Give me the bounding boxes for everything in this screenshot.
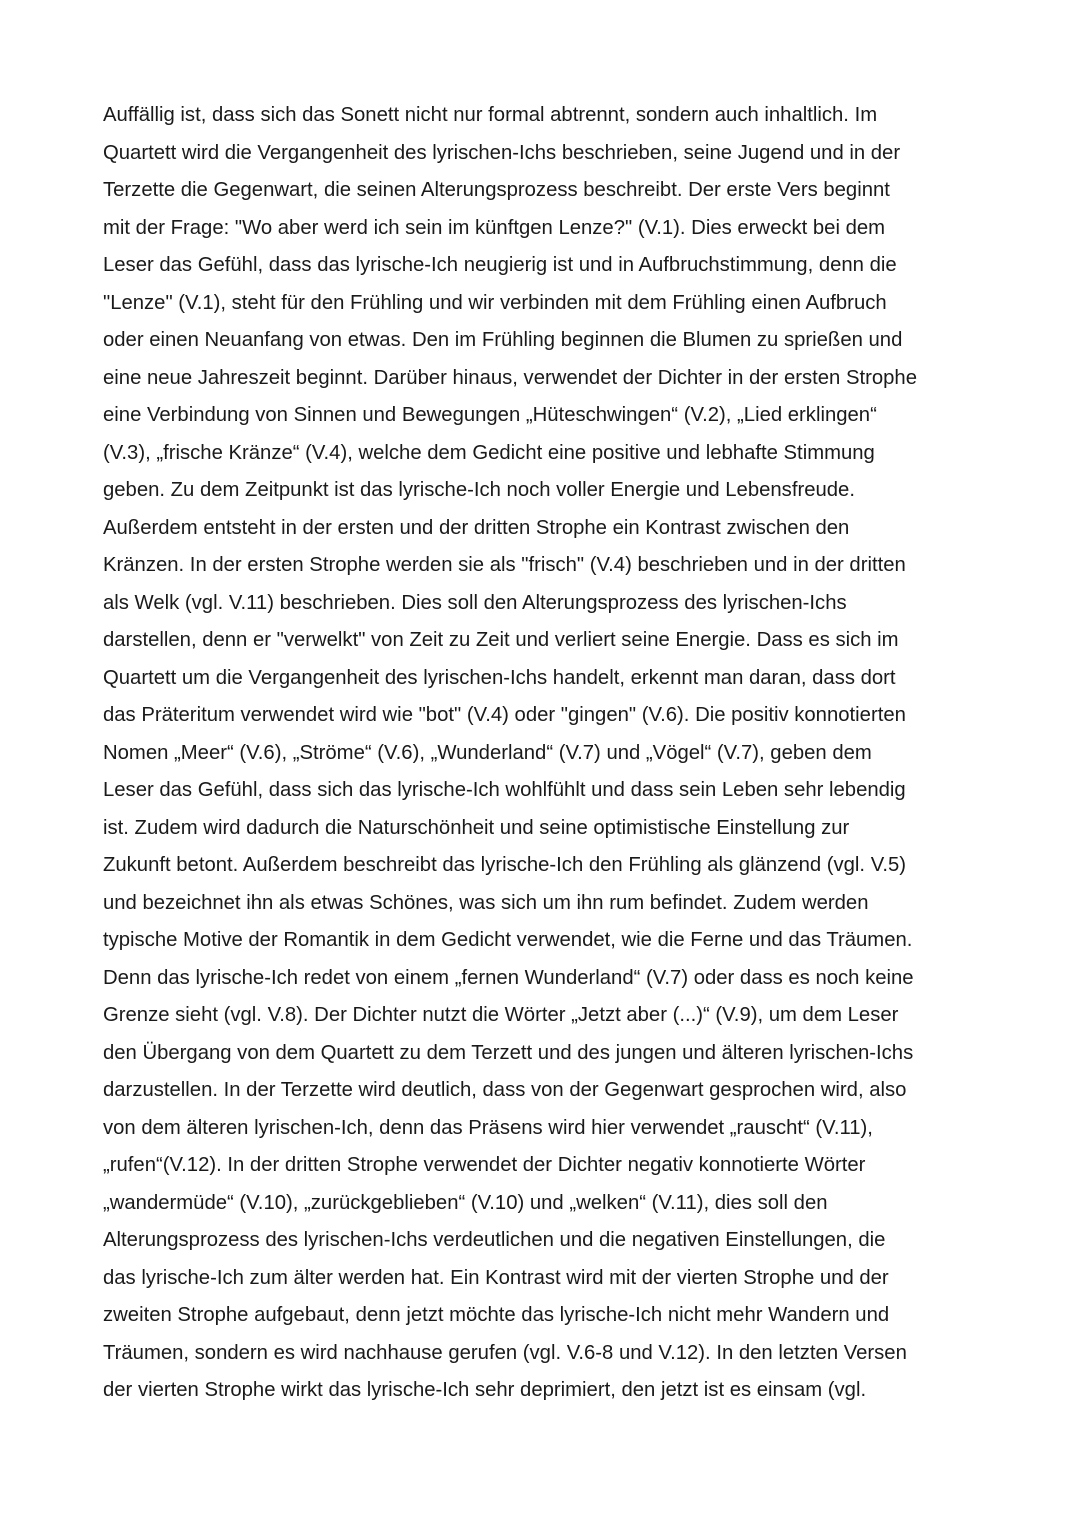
text-line: Außerdem entsteht in der ersten und der dritten Strophe ein Kontrast zwischen den: [103, 516, 850, 539]
text-line: Denn das lyrische-Ich redet von einem „fernen Wunderland“ (V.7) oder dass es noch keine: [103, 966, 914, 989]
text-line: Quartett um die Vergangenheit des lyrischen-Ichs handelt, erkennt man daran, dass dort: [103, 666, 896, 689]
text-line: Quartett wird die Vergangenheit des lyrischen-Ichs beschrieben, seine Jugend und in der: [103, 141, 901, 164]
text-line: Nomen „Meer“ (V.6), „Ströme“ (V.6), „Wunderland“ (V.7) und „Vögel“ (V.7), geben dem: [103, 741, 872, 764]
text-line: von dem älteren lyrischen-Ich, denn das Präsens wird hier verwendet „rauscht“ (V.11),: [103, 1116, 873, 1139]
text-line: als Welk (vgl. V.11) beschrieben. Dies soll den Alterungsprozess des lyrischen-Ichs: [103, 591, 847, 614]
text-line: „rufen“(V.12). In der dritten Strophe verwendet der Dichter negativ konnotierte Wörter: [103, 1154, 866, 1176]
text-line: den Übergang von dem Quartett zu dem Terzett und des jungen und älteren lyrischen-Ichs: [103, 1041, 914, 1064]
text-line: Terzette die Gegenwart, die seinen Alterungsprozess beschreibt. Der erste Vers beginnt: [103, 179, 890, 201]
text-line: „wandermüde“ (V.10), „zurückgeblieben“ (V.10) und „welken“ (V.11), dies soll den: [103, 1191, 828, 1214]
text-line: (V.3), „frische Kränze“ (V.4), welche dem Gedicht eine positive und lebhafte Stimmung: [103, 441, 875, 464]
text-line: das lyrische-Ich zum älter werden hat. Ein Kontrast wird mit der vierten Strophe und der: [103, 1266, 889, 1289]
text-line: Kränzen. In der ersten Strophe werden sie als "frisch" (V.4) beschrieben und in der dritten: [103, 554, 906, 576]
text-line: mit der Frage: "Wo aber werd ich sein im künftgen Lenze?" (V.1). Dies erweckt bei dem: [103, 216, 886, 239]
text-line: Auffällig ist, dass sich das Sonett nicht nur formal abtrennt, sondern auch inhaltlich. Im: [103, 104, 878, 126]
text-line: Zukunft betont. Außerdem beschreibt das lyrische-Ich den Frühling als glänzend (vgl. V.5): [103, 854, 907, 876]
text-line: darstellen, denn er "verwelkt" von Zeit zu Zeit und verliert seine Energie. Dass es sich im: [103, 629, 899, 651]
text-line: Träumen, sondern es wird nachhause gerufen (vgl. V.6-8 und V.12). In den letzten Versen: [103, 1341, 907, 1364]
essay-paragraph: [103, 97, 1003, 1410]
text-line: oder einen Neuanfang von etwas. Den im Frühling beginnen die Blumen zu sprießen und: [103, 329, 903, 351]
text-line: geben. Zu dem Zeitpunkt ist das lyrische-Ich noch voller Energie und Lebensfreude.: [103, 479, 855, 501]
text-line: der vierten Strophe wirkt das lyrische-Ich sehr deprimiert, den jetzt ist es einsam (vgl.: [103, 1379, 867, 1401]
text-line: und bezeichnet ihn als etwas Schönes, was sich um ihn rum befindet. Zudem werden: [103, 891, 869, 914]
text-line: "Lenze" (V.1), steht für den Frühling und wir verbinden mit dem Frühling einen Aufbruch: [103, 291, 887, 314]
text-line: zweiten Strophe aufgebaut, denn jetzt möchte das lyrische-Ich nicht mehr Wandern und: [103, 1304, 890, 1326]
text-line: Leser das Gefühl, dass das lyrische-Ich neugierig ist und in Aufbruchstimmung, denn die: [103, 254, 897, 276]
text-line: typische Motive der Romantik in dem Gedicht verwendet, wie die Ferne und das Träumen.: [103, 929, 913, 951]
text-line: ist. Zudem wird dadurch die Naturschönheit und seine optimistische Einstellung zur: [103, 816, 850, 839]
text-line: eine Verbindung von Sinnen und Bewegungen „Hüteschwingen“ (V.2), „Lied erklingen“: [103, 404, 877, 426]
text-line: Leser das Gefühl, dass sich das lyrische-Ich wohlfühlt und dass sein Leben sehr lebendig: [103, 779, 906, 801]
text-line: darzustellen. In der Terzette wird deutlich, dass von der Gegenwart gesprochen wird, also: [103, 1079, 907, 1101]
text-line: das Präteritum verwendet wird wie "bot" (V.4) oder "gingen" (V.6). Die positiv konnotierten: [103, 704, 906, 726]
text-line: eine neue Jahreszeit beginnt. Darüber hinaus, verwendet der Dichter in der ersten Strophe: [103, 366, 917, 389]
text-line: Alterungsprozess des lyrischen-Ichs verdeutlichen und die negativen Einstellungen, die: [103, 1229, 886, 1251]
text-line: Grenze sieht (vgl. V.8). Der Dichter nutzt die Wörter „Jetzt aber (...)“ (V.9), um dem Leser: [103, 1004, 899, 1026]
